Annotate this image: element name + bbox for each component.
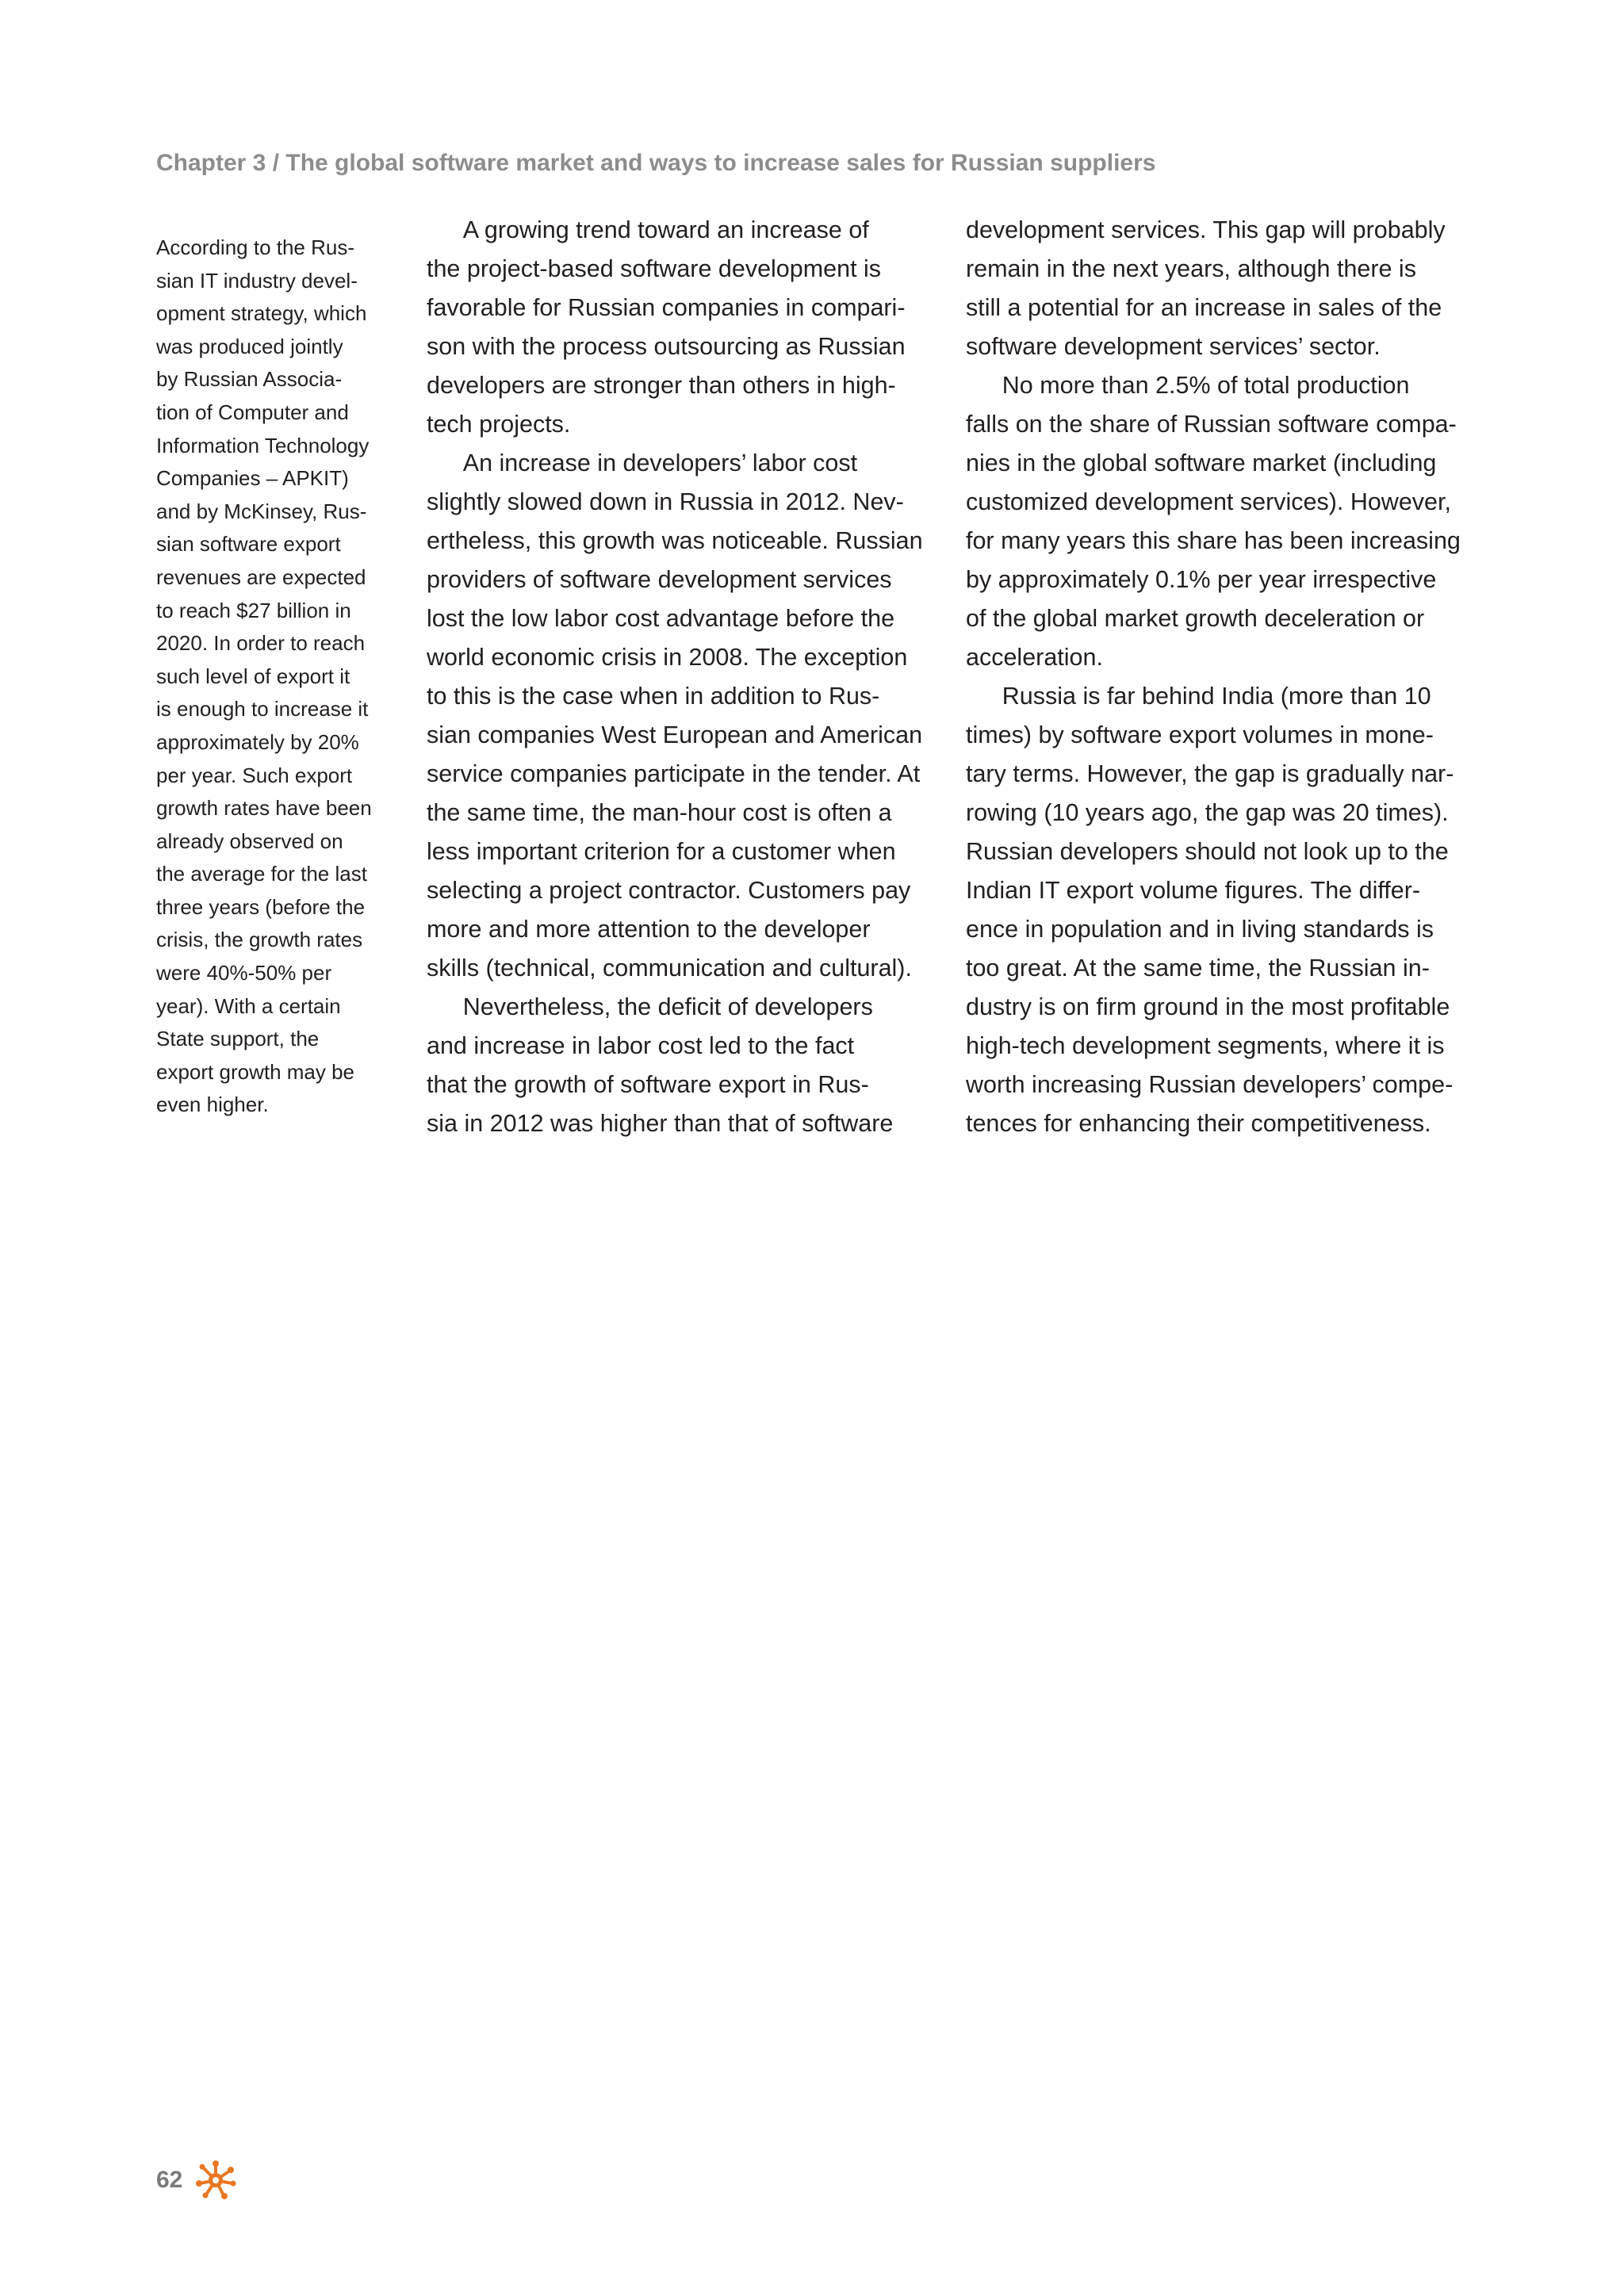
sidebar-note: According to the Rus- sian IT industry devel- opment strategy, which was produced jointly by Russian Associa- tion of Computer and Information Technology Companies – APKIT) and by McKinsey, Rus- sian software export revenues are expected to reach $27 billion in 2020. In order to reach such level of export it is enough to increase it approximately by 20% per year. Such export growth rates have been already observed on the average for the last three years (before the crisis, the growth rates were 40%-50% per year). With a certain State support, the export growth may be even higher.: [156, 235, 372, 1117]
paragraph: An increase in developers’ labor cost slightly slowed down in Russia in 2012. Nev- ertheless, this growth was noticeable. Russian providers of software development services lost the low labor cost advantage before the world economic crisis in 2008. The exception to this is the case when in addition to Rus- sian companies West European and American service companies participate in the tender. At the same time, the man-hour cost is often a less important criterion for a customer when selecting a project contractor. Customers pay more and more attention to the developer skills (technical, communication and cultural).: [427, 450, 923, 982]
paragraph: Nevertheless, the deficit of developers and increase in labor cost led to the fact that the growth of software export in Rus- sia in 2012 was higher than that of software: [427, 993, 894, 1137]
chapter-header: [156, 147, 1155, 179]
body-column-1: [427, 211, 934, 1143]
chapter-label: Chapter 3: [156, 150, 266, 176]
page-footer: [156, 2160, 236, 2201]
header-separator: /: [266, 150, 286, 176]
orange-splash-icon: [195, 2160, 236, 2201]
body-column-2: [966, 211, 1473, 1143]
chapter-title: The global software market and ways to increase sales for Russian suppliers: [285, 150, 1156, 176]
page-number: 62: [156, 2167, 183, 2193]
paragraph: development services. This gap will probably remain in the next years, although there is still a potential for an increase in sales of the software development services’ sector.: [966, 216, 1446, 360]
paragraph: A growing trend toward an increase of the project-based software development is favorable for Russian companies in compari- son with the process outsourcing as Russian developers are stronger than others in high- tech projects.: [427, 216, 906, 438]
paragraph: No more than 2.5% of total production falls on the share of Russian software compa- nies in the global software market (including customized development services). However, for many years this share has been increasing by approximately 0.1% per year irrespective of the global market growth deceleration or acceleration.: [966, 372, 1461, 671]
paragraph: Russia is far behind India (more than 10 times) by software export volumes in mone- tary terms. However, the gap is gradually nar- rowing (10 years ago, the gap was 20 times). Russian developers should not look up to the Indian IT export volume figures. The differ- ence in population and in living standards is too great. At the same time, the Russian in- dustry is on firm ground in the most profitable high-tech development segments, where it is worth increasing Russian developers’ compe- tences for enhancing their competitiveness.: [966, 683, 1454, 1137]
